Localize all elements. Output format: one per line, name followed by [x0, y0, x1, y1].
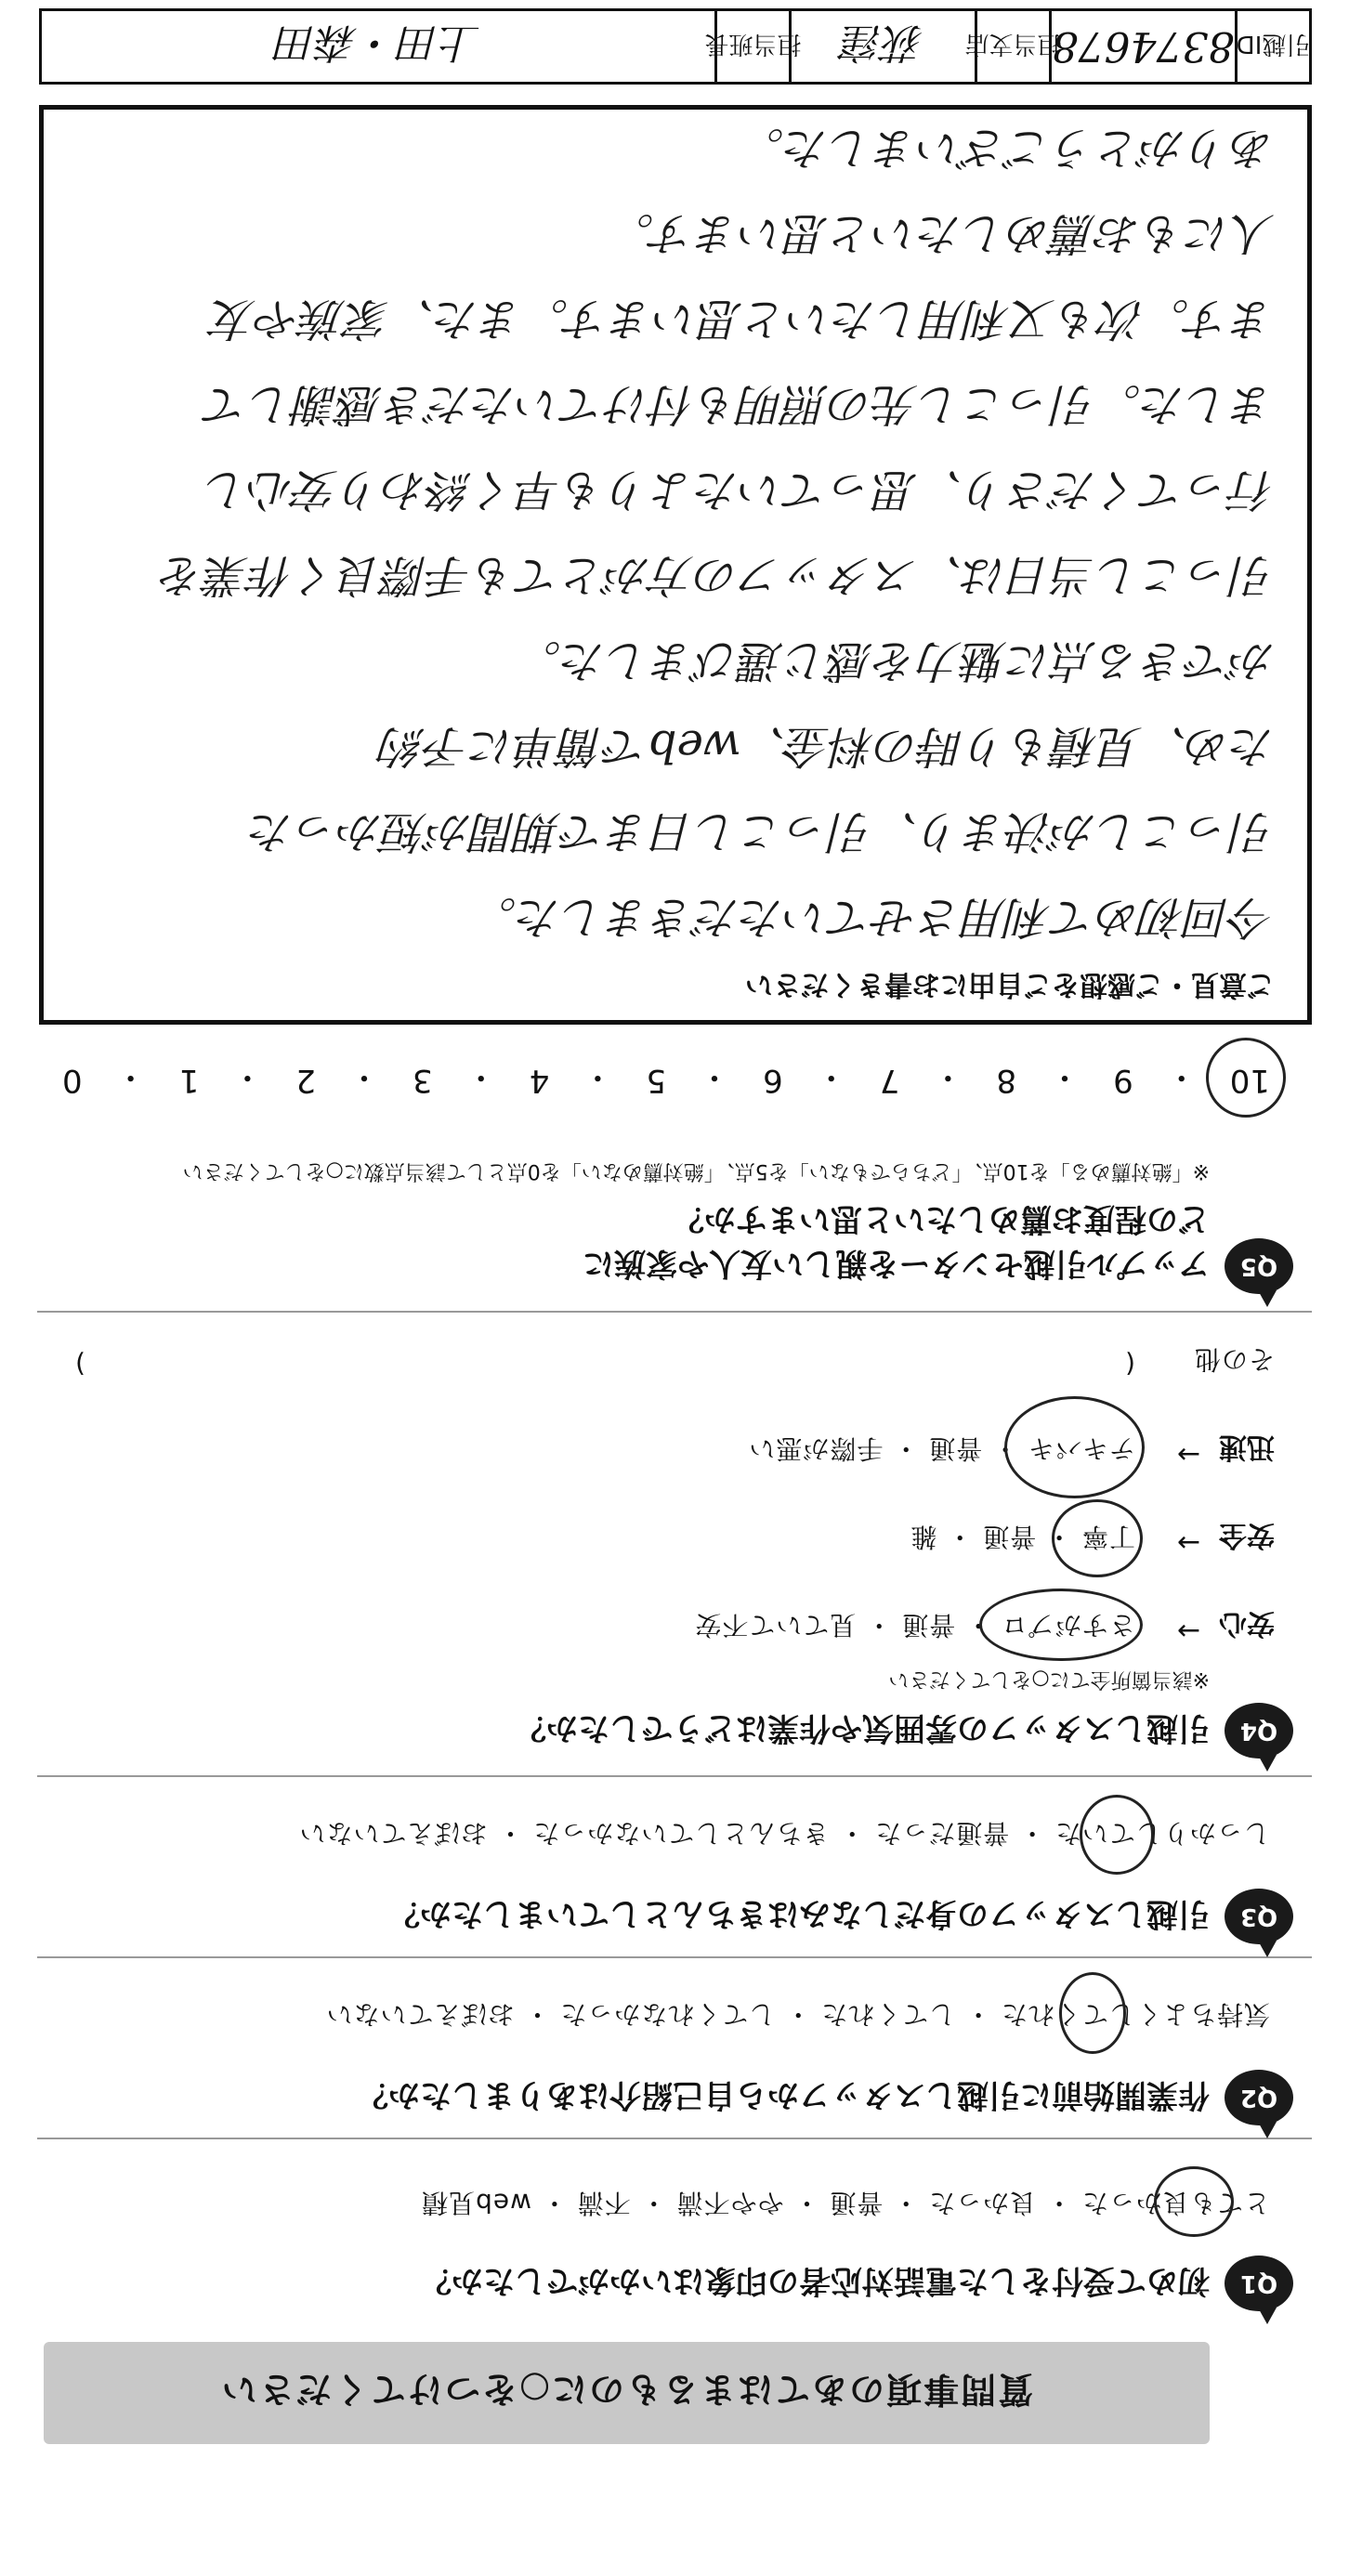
- score-1: 1: [178, 1062, 200, 1099]
- q4-question: 引越しスタッフの雰囲気や作業はどうでしたか？: [515, 1709, 1210, 1746]
- q4-other-label: その他: [1193, 1344, 1275, 1375]
- comment-line: ができる点に魅力を感じ選びました。: [516, 634, 1275, 686]
- q4-arrow-anzen: →: [1176, 1526, 1200, 1559]
- divider-q3: [37, 1775, 1312, 1777]
- move-id-value: 8374678: [1049, 11, 1235, 82]
- q5-score-scale: 10 ・ 9 ・ 8 ・ 7 ・ 6 ・ 5 ・ 4 ・ 3 ・ 2 ・ 1 ・ 0: [62, 1058, 1270, 1099]
- instruction-text: 質問事項のあてはまるものに○をつけてください: [219, 2369, 1034, 2411]
- divider-q1: [37, 2138, 1312, 2139]
- q2-badge-icon: [1225, 2070, 1293, 2125]
- score-0: 0: [62, 1062, 83, 1099]
- q4-label-anshin: 安心: [1219, 1607, 1275, 1640]
- q5-badge-icon: [1225, 1238, 1293, 1294]
- q4-arrow-jinsoku: →: [1176, 1438, 1200, 1471]
- score-3: 3: [413, 1062, 433, 1099]
- q3-question: 引越しスタッフの身だしなみはきちんとしていましたか？: [388, 1895, 1210, 1932]
- q4-options-jinsoku: テキパキ ・ 普通 ・ 手際が悪い: [748, 1433, 1135, 1464]
- q4-badge-icon: [1225, 1703, 1293, 1759]
- q4-note: ※該当箇所全てに○をしてください: [888, 1667, 1210, 1691]
- q5-question-line2: どの程度お薦めしたいと思いますか？: [673, 1200, 1210, 1237]
- score-4: 4: [529, 1062, 550, 1099]
- q3-handwritten-circle: [1080, 1795, 1154, 1875]
- q4-circle-jinsoku: [1004, 1396, 1145, 1498]
- move-info-table: [39, 8, 1312, 85]
- branch-value: 荻窪: [789, 11, 975, 82]
- score-7: 7: [879, 1062, 900, 1099]
- comments-handwriting: [48, 105, 1275, 960]
- comment-line: 引っこし当日は、スタッフの方がとても手際良く作業を: [159, 549, 1275, 601]
- score-5: 5: [646, 1062, 667, 1099]
- q3-badge-label: Q3: [1239, 1903, 1278, 1930]
- comment-line: ます。次も又利用したいと思います。また、家族や友: [211, 293, 1275, 345]
- team-label: 担当班長: [714, 11, 789, 82]
- q1-badge-label: Q1: [1239, 2269, 1278, 2297]
- q2-handwritten-circle: [1059, 1972, 1126, 2054]
- q4-other-open: (: [1124, 1349, 1135, 1380]
- q2-options: 気持ちよくしてくれた ・ してくれた ・ してくれなかった ・ おぼえていない: [325, 1999, 1270, 2030]
- comment-line: 引っこしが決まり、引っこし日まで期間が短かった: [248, 805, 1275, 857]
- q5-note: ※「絶対薦める」を10点、「どちらでもない」を5点、「絶対薦めない」を0点として該当点数に○をしてください: [182, 1159, 1210, 1183]
- q1-question: 初めて受付をした電話対応者の印象はいかがでしたか？: [420, 2262, 1210, 2299]
- comment-line: ため、見積もり時の料金、webで簡単に予約: [380, 720, 1275, 772]
- score-6: 6: [763, 1062, 783, 1099]
- comment-line: ありがとうございました。: [739, 122, 1275, 174]
- q5-badge-label: Q5: [1239, 1252, 1278, 1280]
- q1-badge-icon: [1225, 2256, 1293, 2311]
- q3-badge-icon: [1225, 1889, 1293, 1944]
- q4-options-anshin: さすがプロ ・ 普通 ・ 見ていて不安: [694, 1610, 1135, 1641]
- divider-q4: [37, 1311, 1312, 1313]
- q5-question-line1: アップル引越センターを親しい友人や家族に: [583, 1245, 1210, 1282]
- q4-badge-label: Q4: [1239, 1717, 1278, 1745]
- q4-arrow-anshin: →: [1176, 1615, 1200, 1647]
- q1-handwritten-circle: [1154, 2166, 1234, 2237]
- comment-line: ました。引っこし先の照明も付けていただき感謝して: [203, 378, 1275, 430]
- comment-line: 人にもお薦めしたいと思います。: [609, 207, 1275, 259]
- score-9: 9: [1113, 1062, 1133, 1099]
- q4-other-close: ): [74, 1349, 85, 1380]
- move-id-label: 引越ID: [1235, 11, 1309, 82]
- q4-label-anzen: 安全: [1219, 1519, 1275, 1551]
- q4-options-anzen: 丁寧 ・ 普通 ・ 雑: [910, 1522, 1135, 1552]
- team-value: 上田・森田: [276, 19, 480, 66]
- q2-question: 作業開始前に引越しスタッフから自己紹介はありましたか？: [357, 2076, 1210, 2113]
- q3-options: しっかりしていた ・ 普通だった ・ きちんとしていなかった ・ おぼえていない: [298, 1818, 1270, 1849]
- q4-circle-anzen: [1052, 1499, 1143, 1577]
- q4-label-jinsoku: 迅速: [1219, 1431, 1275, 1463]
- comment-line: 行ってくださり、思っていたよりも早く終わり安心し: [203, 464, 1275, 516]
- instruction-band: [44, 2342, 1210, 2444]
- comment-line: 今回初めて利用させていただきました。: [471, 891, 1275, 943]
- comments-title: ご意見・ご感想をご自由にお書きください: [745, 968, 1275, 1000]
- score-2: 2: [295, 1062, 316, 1099]
- q2-badge-label: Q2: [1239, 2084, 1278, 2112]
- divider-q2: [37, 1956, 1312, 1958]
- q5-handwritten-circle: [1206, 1038, 1286, 1118]
- branch-label: 担当支店: [975, 11, 1049, 82]
- score-8: 8: [996, 1062, 1017, 1099]
- q4-circle-anshin: [979, 1589, 1143, 1661]
- score-10: 10: [1229, 1062, 1270, 1099]
- q1-options: とても良かった ・ 良かった ・ 普通 ・ やや不満 ・ 不満 ・ web見積: [421, 2188, 1270, 2218]
